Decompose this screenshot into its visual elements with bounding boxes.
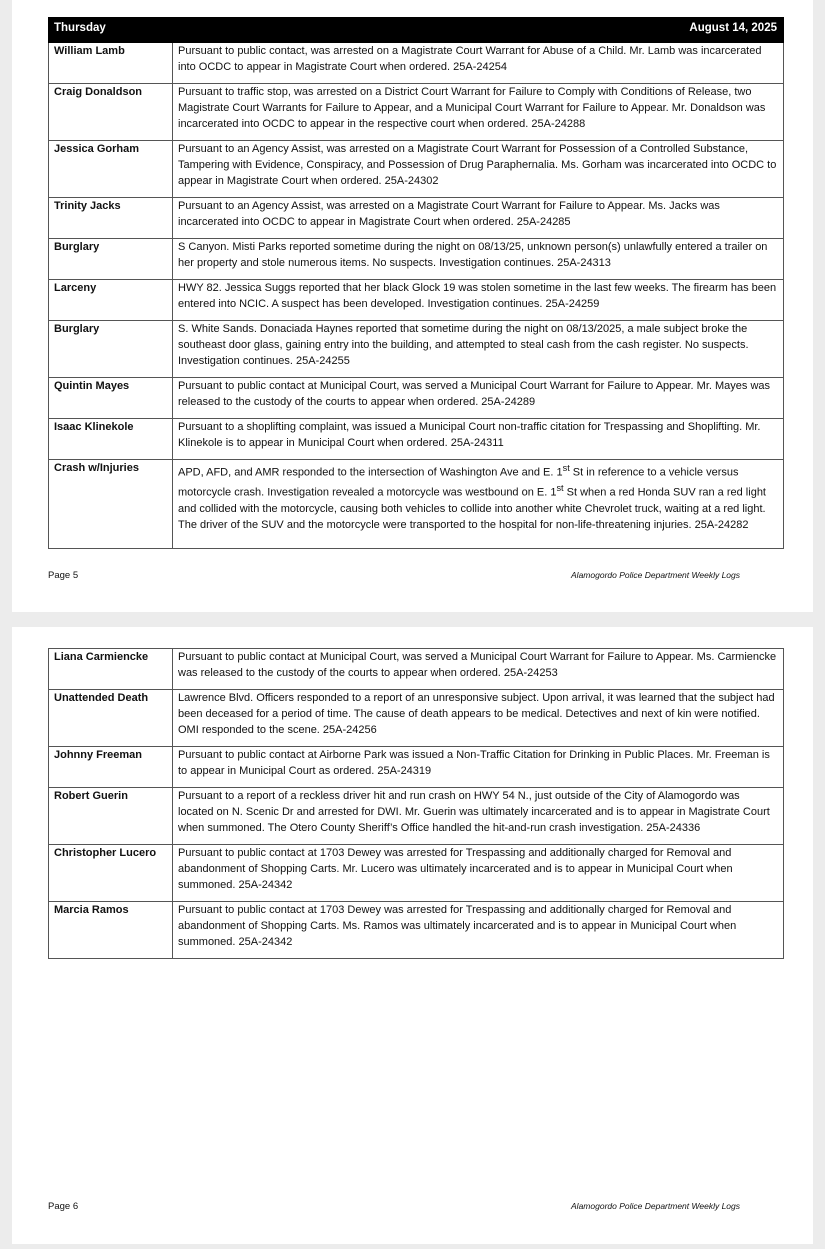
log-table-page-6 [48,648,784,959]
entry-label: Unattended Death [49,690,173,747]
table-header-row [49,18,784,43]
entry-description: Pursuant to traffic stop, was arrested on a District Court Warrant for Failure to Comply with Conditions of Release, two Magistrate Court Warrants for Failure to Appear, and a Municipal Court Warrant for Failure to Appear. Mr. Donaldson was incarcerated into OCDC to appear in the respective court when ordered. 25A-24288 [173,84,784,141]
footer-organization: Alamogordo Police Department Weekly Logs [571,1201,740,1211]
entry-label: William Lamb [49,43,173,84]
page-number: Page 6 [48,1201,79,1212]
page-number: Page 5 [48,570,79,581]
entry-label: Burglary [49,321,173,378]
entry-label: Liana Carmiencke [49,649,173,690]
entry-description: Pursuant to public contact at 1703 Dewey was arrested for Trespassing and additionally charged for Removal and abandonment of Shopping Carts. Mr. Lucero was ultimately incarcerated and is to appear in Municipal Court when summoned. 25A-24342 [173,845,784,902]
entry-label: Isaac Klinekole [49,419,173,460]
entry-description: Pursuant to public contact at Airborne Park was issued a Non-Traffic Citation for Drinking in Public Places. Mr. Freeman is to appear in Municipal Court as ordered. 25A-24319 [173,747,784,788]
table-row [49,198,784,239]
entry-description: Pursuant to an Agency Assist, was arrested on a Magistrate Court Warrant for Possession of a Controlled Substance, Tampering with Evidence, Conspiracy, and Possession of Drug Paraphernalia. Ms. Gorham was incarcerated into OCDC to appear in Magistrate Court when ordered. 25A-24302 [173,141,784,198]
header-date: August 14, 2025 [173,18,784,43]
description-text: St when a red Honda SUV ran a red light and collided with the motorcycle, causing both vehicles to collide into another white Chevrolet truck, waiting at a red light. The driver of the SUV and the motorcycle were transported to the hospital for non-life-threatening injuries. 25A-24282 [178,487,766,531]
entry-label: Jessica Gorham [49,141,173,198]
table-row [49,845,784,902]
entry-label: Quintin Mayes [49,378,173,419]
table-row [49,43,784,84]
header-day: Thursday [49,18,173,43]
table-row [49,84,784,141]
description-text: St in reference to a vehicle versus motorcycle crash. Investigation revealed a motorcycle was westbound on E. 1 [178,466,739,500]
table-row [49,690,784,747]
entry-label: Robert Guerin [49,788,173,845]
entry-description: Pursuant to an Agency Assist, was arrested on a Magistrate Court Warrant for Failure to Appear. Ms. Jacks was incarcerated into OCDC to appear in Magistrate Court when ordered. 25A-24285 [173,198,784,239]
table-row [49,902,784,959]
entry-description: Lawrence Blvd. Officers responded to a report of an unresponsive subject. Upon arrival, it was learned that the subject had been deceased for a period of time. The cause of death appears to be medical. Detectives and next of kin were notified. OMI responded to the scene. 25A-24256 [173,690,784,747]
entry-label: Marcia Ramos [49,902,173,959]
entry-description: S. White Sands. Donaciada Haynes reported that sometime during the night on 08/13/2025, a male subject broke the southeast door glass, gaining entry into the building, and attempted to steal cash from the cash register. No suspects. Investigation continues. 25A-24255 [173,321,784,378]
footer-organization: Alamogordo Police Department Weekly Logs [571,570,740,580]
table-row [49,141,784,198]
table-row [49,788,784,845]
ordinal-suffix: st [556,483,564,494]
entry-description: Pursuant to a report of a reckless driver hit and run crash on HWY 54 N., just outside of the City of Alamogordo was located on N. Scenic Dr and arrested for DWI. Mr. Guerin was ultimately incarcerated and is to appear in Magistrate Court when summoned. The Otero County Sheriff’s Office handled the hit-and-run crash investigation. 25A-24336 [173,788,784,845]
entry-description: Pursuant to public contact at 1703 Dewey was arrested for Trespassing and additionally charged for Removal and abandonment of Shopping Carts. Ms. Ramos was ultimately incarcerated and is to appear in Municipal Court when summoned. 25A-24342 [173,902,784,959]
entry-label: Crash w/Injuries [49,460,173,549]
table-row [49,649,784,690]
table-row [49,460,784,549]
table-row [49,280,784,321]
table-row [49,747,784,788]
entry-description: Pursuant to public contact at Municipal Court, was served a Municipal Court Warrant for Failure to Appear. Ms. Carmiencke was released to the custody of the courts to appear when ordered. 25A-24253 [173,649,784,690]
entry-label: Christopher Lucero [49,845,173,902]
entry-description: Pursuant to public contact at Municipal Court, was served a Municipal Court Warrant for Failure to Appear. Mr. Mayes was released to the custody of the courts to appear when ordered. 25A-24289 [173,378,784,419]
entry-label: Trinity Jacks [49,198,173,239]
table-row [49,378,784,419]
entry-label: Johnny Freeman [49,747,173,788]
entry-description: S Canyon. Misti Parks reported sometime during the night on 08/13/25, unknown person(s) unlawfully entered a trailer on her property and stole numerous items. No suspects. Investigation continues. 25A-24313 [173,239,784,280]
table-row [49,239,784,280]
table-row [49,321,784,378]
entry-description: HWY 82. Jessica Suggs reported that her black Glock 19 was stolen sometime in the last few weeks. The firearm has been entered into NCIC. A suspect has been developed. Investigation continues. 25A-24259 [173,280,784,321]
description-text: APD, AFD, and AMR responded to the intersection of Washington Ave and E. 1 [178,466,563,479]
document-page-6 [12,627,813,1244]
table-row [49,419,784,460]
entry-label: Burglary [49,239,173,280]
ordinal-suffix: st [562,463,570,473]
entry-description: Pursuant to a shoplifting complaint, was issued a Municipal Court non-traffic citation for Trespassing and Shoplifting. Mr. Klinekole is to appear in Municipal Court when ordered. 25A-24311 [173,419,784,460]
document-page-5 [12,0,813,612]
log-table-page-5 [48,17,784,549]
entry-label: Craig Donaldson [49,84,173,141]
entry-description [173,460,784,549]
entry-label: Larceny [49,280,173,321]
entry-description: Pursuant to public contact, was arrested on a Magistrate Court Warrant for Abuse of a Child. Mr. Lamb was incarcerated into OCDC to appear in Magistrate Court when ordered. 25A-24254 [173,43,784,84]
